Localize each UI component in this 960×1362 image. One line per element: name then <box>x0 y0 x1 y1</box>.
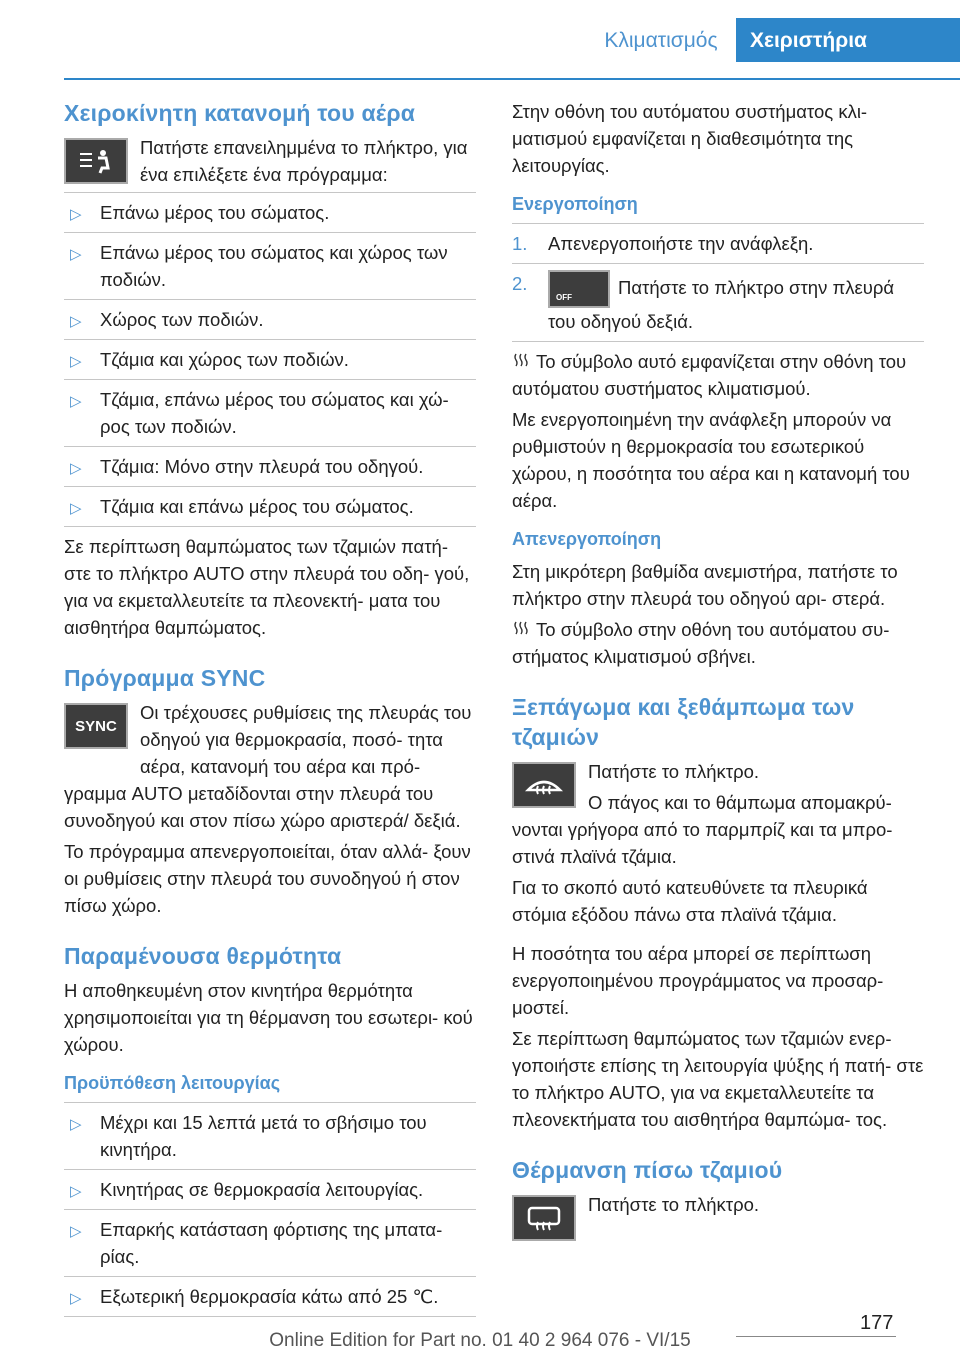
heat-waves-icon <box>512 352 530 370</box>
sync-text-1: Οι τρέχουσες ρυθμίσεις της πλευράς του οδηγού για θερμοκρασία, ποσό‐ τητα αέρα, κατανομή του αέρα και πρό‐ γραμμα AUTO μεταδίδονται στην πλευρά του συνοδηγού και στον πίσω χώρο αριστερά/ δεξιά. <box>64 702 472 831</box>
activation-symbol-note: Το σύμβολο αυτό εμφανίζεται στην οθόνη του αυτόματου συστήματος κλιματισμού. <box>512 351 907 399</box>
triangle-bullet-icon: ▷ <box>70 460 82 477</box>
triangle-bullet-icon: ▷ <box>70 1116 82 1133</box>
list-item: ▷ Επάνω μέρος του σώματος. <box>64 193 476 232</box>
list-item: ▷ Επάνω μέρος του σώματος και χώρος των ποδιών. <box>64 232 476 299</box>
list-item: ▷ Κινητήρας σε θερμοκρασία λειτουργίας. <box>64 1169 476 1209</box>
left-column <box>64 98 476 1323</box>
rear-window-defrost-icon <box>512 1195 576 1241</box>
page-header <box>0 18 960 62</box>
step-item: 1. Απενεργοποιήστε την ανάφλεξη. <box>512 233 814 254</box>
triangle-bullet-icon: ▷ <box>70 393 82 410</box>
list-item: ▷ Τζάμια και επάνω μέρος του σώματος. <box>64 486 476 526</box>
defrost-button-row <box>512 758 924 870</box>
rear-heating-text: Πατήστε το πλήκτρο. <box>588 1194 760 1215</box>
activation-subtitle: Ενεργοποίηση <box>512 194 638 214</box>
list-item: ▷ Εξωτερική θερμοκρασία κάτω από 25 ℃. <box>64 1276 476 1316</box>
condition-list <box>64 1102 476 1317</box>
fogging-note: Σε περίπτωση θαμπώματος των τζαμιών πατή‐ στε το πλήκτρο AUTO στην πλευρά του οδη‐ γού, για να εκμεταλλευτείτε τα πλεονεκτή‐ ματα του αισθητήρα θαμπώματος. <box>64 536 470 638</box>
page-number: 177 <box>860 1312 894 1334</box>
air-distribution-intro: Πατήστε επανειλημμένα το πλήκτρο, για ένα επιλέξετε ένα πρόγραμμα: <box>140 137 468 185</box>
air-distribution-icon <box>64 138 128 184</box>
list-item: ▷ Τζάμια, επάνω μέρος του σώματος και χώ‐ ρος των ποδιών. <box>64 379 476 446</box>
heat-waves-icon <box>512 620 530 638</box>
sync-text-2: Το πρόγραμμα απενεργοποιείται, όταν αλλά‐ ξουν οι ρυθμίσεις στην πλευρά του συνοδηγού ή στον πίσω χώρο. <box>64 841 471 916</box>
list-item: ▷ Τζάμια: Μόνο στην πλευρά του οδηγού. <box>64 446 476 486</box>
air-distribution-button-row <box>64 134 476 192</box>
step-item: 2. OFF Πατήστε το πλήκτρο στην πλευρά του οδηγού δεξιά. <box>512 263 924 341</box>
rear-heating-button-row <box>512 1191 924 1249</box>
triangle-bullet-icon: ▷ <box>70 246 82 263</box>
section-tab-controls: Χειριστήρια <box>736 18 960 62</box>
off-fan-button-icon: OFF <box>548 270 610 308</box>
triangle-bullet-icon: ▷ <box>70 353 82 370</box>
triangle-bullet-icon: ▷ <box>70 313 82 330</box>
sync-button-row <box>64 699 476 834</box>
list-item: ▷ Τζάμια και χώρος των ποδιών. <box>64 339 476 379</box>
residual-heat-text: Η αποθηκευμένη στον κινητήρα θερμότητα χρησιμοποιείται για τη θέρμανση του εσωτερι‐ κού χώρου. <box>64 980 473 1055</box>
header-divider <box>64 78 960 80</box>
activation-steps <box>512 223 924 342</box>
deactivation-text: Στη μικρότερη βαθμίδα ανεμιστήρα, πατήστε το πλήκτρο στην πλευρά του οδηγού αρι‐ στερά. <box>512 561 898 609</box>
deactivation-subtitle: Απενεργοποίηση <box>512 529 662 549</box>
defrost-text-4: Η ποσότητα του αέρα μπορεί σε περίπτωση ενεργοποιημένου προγράμματος να προσαρ‐ μοστεί. <box>512 943 884 1018</box>
defrost-text-2: Ο πάγος και το θάμπωμα απομακρύ‐ νονται γρήγορα από το παρμπρίζ και τα μπρο‐ στινά πλαϊνά τζάμια. <box>512 792 893 867</box>
defrost-text-1: Πατήστε το πλήκτρο. <box>588 761 760 782</box>
list-item: ▷ Χώρος των ποδιών. <box>64 299 476 339</box>
windshield-defrost-icon <box>512 762 576 808</box>
list-item: ▷ Επαρκής κατάσταση φόρτισης της μπατα‐ ρίας. <box>64 1209 476 1276</box>
sync-program-title: Πρόγραμμα SYNC <box>64 665 266 691</box>
activation-text: Με ενεργοποιημένη την ανάφλεξη μπορούν να ρυθμιστούν η θερμοκρασία του εσωτερικού χώρου, η ποσότητα του αέρα και η κατανομή του αέρα. <box>512 409 910 511</box>
defrost-text-5: Σε περίπτωση θαμπώματος των τζαμιών ενερ‐ γοποιήστε επίσης τη λειτουργία ψύξης ή πατή‐ στε το πλήκτρο AUTO, για να εκμεταλλευτείτε τα πλεονεκτήματα του αισθητήρα θαμπώμα‐ τος. <box>512 1028 924 1130</box>
edition-footer: Online Edition for Part no. 01 40 2 964 076 - VI/15 <box>269 1330 691 1351</box>
manual-air-distribution-title: Χειροκίνητη κατανομή του αέρα <box>64 100 416 126</box>
triangle-bullet-icon: ▷ <box>70 1223 82 1240</box>
availability-intro: Στην οθόνη του αυτόματου συστήματος κλι‐ ματισμού εμφανίζεται η διαθεσιμότητα της λειτουργίας. <box>512 101 868 176</box>
operating-condition-subtitle: Προϋπόθεση λειτουργίας <box>64 1073 281 1093</box>
residual-heat-title: Παραμένουσα θερμότητα <box>64 943 342 969</box>
sync-button-icon: SYNC <box>64 703 128 749</box>
triangle-bullet-icon: ▷ <box>70 1183 82 1200</box>
air-distribution-list <box>64 192 476 527</box>
rear-window-heating-title: Θέρμανση πίσω τζαμιού <box>512 1157 783 1183</box>
defrost-text-3: Για το σκοπό αυτό κατευθύνετε τα πλευρικά στόμια εξόδου πάνω στα πλαϊνά τζάμια. <box>512 877 868 925</box>
defrost-title: Ξεπάγωμα και ξεθάμπωμα των τζαμιών <box>512 694 855 750</box>
list-item: ▷ Μέχρι και 15 λεπτά μετά το σβήσιμο του κινητήρα. <box>70 1112 427 1160</box>
triangle-bullet-icon: ▷ <box>70 206 82 223</box>
right-column <box>512 98 924 1249</box>
triangle-bullet-icon: ▷ <box>70 500 82 517</box>
section-tab-climate: Κλιματισμός <box>604 29 718 52</box>
triangle-bullet-icon: ▷ <box>70 1290 82 1307</box>
deactivation-symbol-note: Το σύμβολο στην οθόνη του αυτόματου συ‐ στήματος κλιματισμού σβήνει. <box>512 619 890 667</box>
